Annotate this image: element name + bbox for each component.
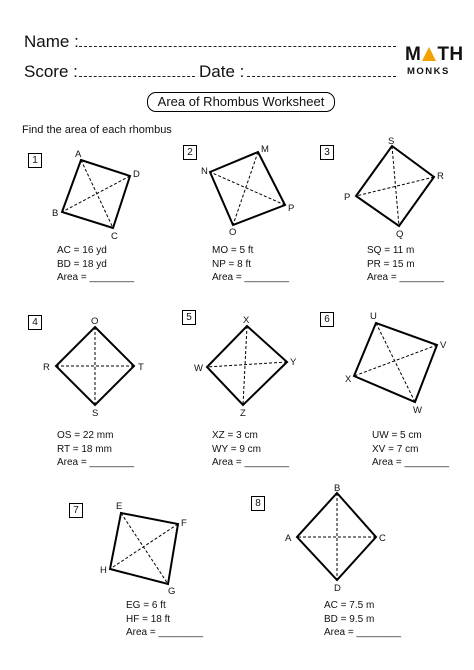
problem-7-given	[126, 599, 203, 640]
r8-vertex-0: B	[334, 483, 341, 494]
rhombus-6	[354, 323, 437, 402]
r5-vertex-1: Y	[290, 357, 297, 368]
problem-6-number: 6	[320, 312, 334, 327]
given-line: PR = 15 m	[367, 258, 415, 270]
r4-vertex-1: T	[138, 362, 144, 373]
answer-field[interactable]: Area = ________	[212, 457, 290, 468]
rhombus-1	[62, 160, 130, 228]
r7-vertex-0: E	[116, 501, 123, 512]
rhombus-7	[110, 513, 178, 584]
given-line: MO = 5 ft	[212, 245, 254, 256]
r7-vertex-2: G	[168, 586, 176, 597]
problem-5-given	[212, 429, 289, 470]
problem-8-given	[324, 599, 401, 640]
given-line: EG = 6 ft	[126, 600, 166, 611]
answer-field[interactable]: Area = ________	[324, 627, 402, 638]
r4-vertex-3: R	[43, 362, 50, 373]
r3-vertex-2: Q	[396, 229, 404, 240]
answer-field[interactable]: Area = ________	[372, 457, 450, 468]
r3-vertex-0: S	[388, 136, 395, 147]
rhombus-4	[56, 327, 134, 405]
r5-vertex-0: X	[243, 315, 250, 326]
problem-8-number: 8	[251, 496, 265, 511]
problem-1-number: 1	[28, 153, 42, 168]
r8-vertex-1: C	[379, 533, 386, 544]
problem-7-number: 7	[69, 503, 83, 518]
r6-vertex-1: V	[440, 340, 447, 351]
r8-vertex-2: D	[334, 583, 341, 594]
r4-vertex-2: S	[92, 408, 99, 419]
problem-2-number: 2	[183, 145, 197, 160]
date-label: Date :	[199, 62, 245, 81]
r6-vertex-3: X	[345, 374, 352, 385]
r2-vertex-2: O	[229, 227, 237, 238]
given-line: XV = 7 cm	[372, 443, 419, 455]
answer-field[interactable]: Area = ________	[212, 272, 290, 283]
r2-vertex-1: P	[288, 203, 295, 214]
r3-vertex-3: P	[344, 192, 351, 203]
given-line: BD = 9.5 m	[324, 613, 375, 625]
problem-2-given	[212, 244, 289, 285]
score-label: Score :	[24, 62, 78, 81]
logo-m: M	[405, 44, 422, 65]
rhombus-8	[297, 493, 376, 580]
problem-3-number: 3	[320, 145, 334, 160]
r5-vertex-2: Z	[240, 408, 246, 419]
r6-vertex-0: U	[370, 311, 377, 322]
logo-th: TH	[437, 44, 464, 65]
given-line: UW = 5 cm	[372, 430, 422, 441]
given-line: WY = 9 cm	[212, 443, 261, 455]
r1-vertex-0: A	[75, 149, 82, 160]
given-line: NP = 8 ft	[212, 258, 252, 270]
r4-vertex-0: O	[91, 316, 99, 327]
logo-monks: MONKS	[407, 66, 450, 77]
problem-3-given	[367, 244, 444, 285]
worksheet-title: Area of Rhombus Worksheet	[147, 92, 335, 112]
given-line: HF = 18 ft	[126, 613, 171, 625]
given-line: SQ = 11 m	[367, 245, 415, 256]
r1-vertex-1: D	[133, 169, 140, 180]
r6-vertex-2: W	[413, 405, 422, 416]
answer-field[interactable]: Area = ________	[367, 272, 445, 283]
given-line: RT = 18 mm	[57, 443, 112, 455]
r3-vertex-1: R	[437, 171, 444, 182]
given-line: BD = 18 yd	[57, 258, 107, 270]
problem-4-number: 4	[28, 315, 42, 330]
rhombus-3	[356, 146, 434, 226]
problem-5-number: 5	[182, 310, 196, 325]
r5-vertex-3: W	[194, 363, 203, 374]
r1-vertex-3: B	[52, 208, 59, 219]
given-line: AC = 7.5 m	[324, 600, 375, 611]
rhombus-2	[210, 152, 285, 225]
answer-field[interactable]: Area = ________	[126, 627, 204, 638]
given-line: OS = 22 mm	[57, 430, 114, 441]
given-line: XZ = 3 cm	[212, 430, 258, 441]
r2-vertex-3: N	[201, 166, 208, 177]
r7-vertex-1: F	[181, 518, 187, 529]
r8-vertex-3: A	[285, 533, 292, 544]
r2-vertex-0: M	[261, 144, 269, 155]
instruction-text: Find the area of each rhombus	[22, 124, 172, 136]
answer-field[interactable]: Area = ________	[57, 457, 135, 468]
problem-1-given	[57, 244, 134, 285]
rhombus-5	[207, 326, 287, 405]
r1-vertex-2: C	[111, 231, 118, 242]
answer-field[interactable]: Area = ________	[57, 272, 135, 283]
name-label: Name :	[24, 32, 79, 51]
r7-vertex-3: H	[100, 565, 107, 576]
given-line: AC = 16 yd	[57, 245, 107, 256]
problem-6-given	[372, 429, 449, 470]
problem-4-given	[57, 429, 134, 470]
